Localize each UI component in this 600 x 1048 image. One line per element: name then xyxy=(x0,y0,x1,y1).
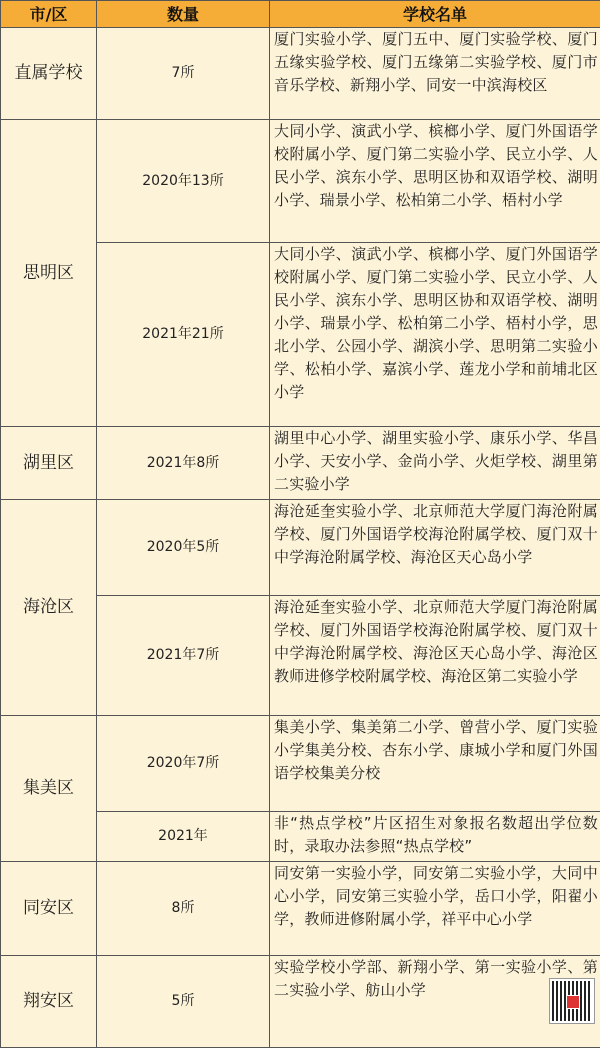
table-row xyxy=(1,427,600,500)
header-list: 学校名单 xyxy=(270,1,600,28)
schools-cell: 非“热点学校”片区招生对象报名数超出学位数时，录取办法参照“热点学校” xyxy=(270,812,600,862)
table-row xyxy=(1,956,600,1048)
count-cell: 2020年7所 xyxy=(97,716,270,812)
schools-cell: 集美小学、集美第二小学、曾营小学、厦门实验小学集美分校、杏东小学、康城小学和厦门外国语学校集美分校 xyxy=(270,716,600,812)
qr-code-icon xyxy=(550,979,594,1023)
schools-cell: 海沧延奎实验小学、北京师范大学厦门海沧附属学校、厦门外国语学校海沧附属学校、厦门双十中学海沧附属学校、海沧区天心岛小学、海沧区教师进修学校附属学校、海沧区第二实验小学 xyxy=(270,596,600,716)
count-cell: 2020年13所 xyxy=(97,120,270,243)
schools-cell: 海沧延奎实验小学、北京师范大学厦门海沧附属学校、厦门外国语学校海沧附属学校、厦门双十中学海沧附属学校、海沧区天心岛小学 xyxy=(270,500,600,596)
count-cell: 8所 xyxy=(97,862,270,956)
city-cell: 翔安区 xyxy=(1,956,97,1048)
qr-logo-icon xyxy=(566,995,580,1009)
count-cell: 5所 xyxy=(97,956,270,1048)
city-cell: 集美区 xyxy=(1,716,97,862)
count-cell: 2021年 xyxy=(97,812,270,862)
schools-cell: 同安第一实验小学，同安第二实验小学，大同中心小学，同安第三实验小学，岳口小学，阳翟小学，教师进修附属小学，祥平中心小学 xyxy=(270,862,600,956)
schools-cell: 厦门实验小学、厦门五中、厦门实验学校、厦门五缘实验学校、厦门五缘第二实验学校、厦门市音乐学校、新翔小学、同安一中滨海校区 xyxy=(270,28,600,120)
city-cell: 同安区 xyxy=(1,862,97,956)
table-row xyxy=(1,28,600,120)
table-row xyxy=(1,716,600,812)
schools-cell: 大同小学、演武小学、槟榔小学、厦门外国语学校附属小学、厦门第二实验小学、民立小学、人民小学、滨东小学、思明区协和双语学校、湖明小学、瑞景小学、松柏第二小学、梧村小学，思北小学、公园小学、湖滨小学、思明第二实验小学、松柏小学、嘉滨小学、莲龙小学和前埔北区小学 xyxy=(270,243,600,427)
table-row xyxy=(1,120,600,243)
count-cell: 2021年8所 xyxy=(97,427,270,500)
count-cell: 7所 xyxy=(97,28,270,120)
schools-cell: 大同小学、演武小学、槟榔小学、厦门外国语学校附属小学、厦门第二实验小学、民立小学、人民小学、滨东小学、思明区协和双语学校、湖明小学、瑞景小学、松柏第二小学、梧村小学 xyxy=(270,120,600,243)
table-row xyxy=(1,862,600,956)
count-cell: 2021年7所 xyxy=(97,596,270,716)
schools-cell: 湖里中心小学、湖里实验小学、康乐小学、华昌小学、天安小学、金尚小学、火炬学校、湖里第二实验小学 xyxy=(270,427,600,500)
header-count: 数量 xyxy=(97,1,270,28)
city-cell: 直属学校 xyxy=(1,28,97,120)
count-cell: 2021年21所 xyxy=(97,243,270,427)
table-row xyxy=(1,500,600,596)
header-row xyxy=(1,1,600,28)
city-cell: 思明区 xyxy=(1,120,97,427)
count-cell: 2020年5所 xyxy=(97,500,270,596)
city-cell: 湖里区 xyxy=(1,427,97,500)
header-city: 市/区 xyxy=(1,1,97,28)
schools-cell: 实验学校小学部、新翔小学、第一实验小学、第二实验小学、舫山小学 xyxy=(270,956,600,1048)
city-cell: 海沧区 xyxy=(1,500,97,716)
